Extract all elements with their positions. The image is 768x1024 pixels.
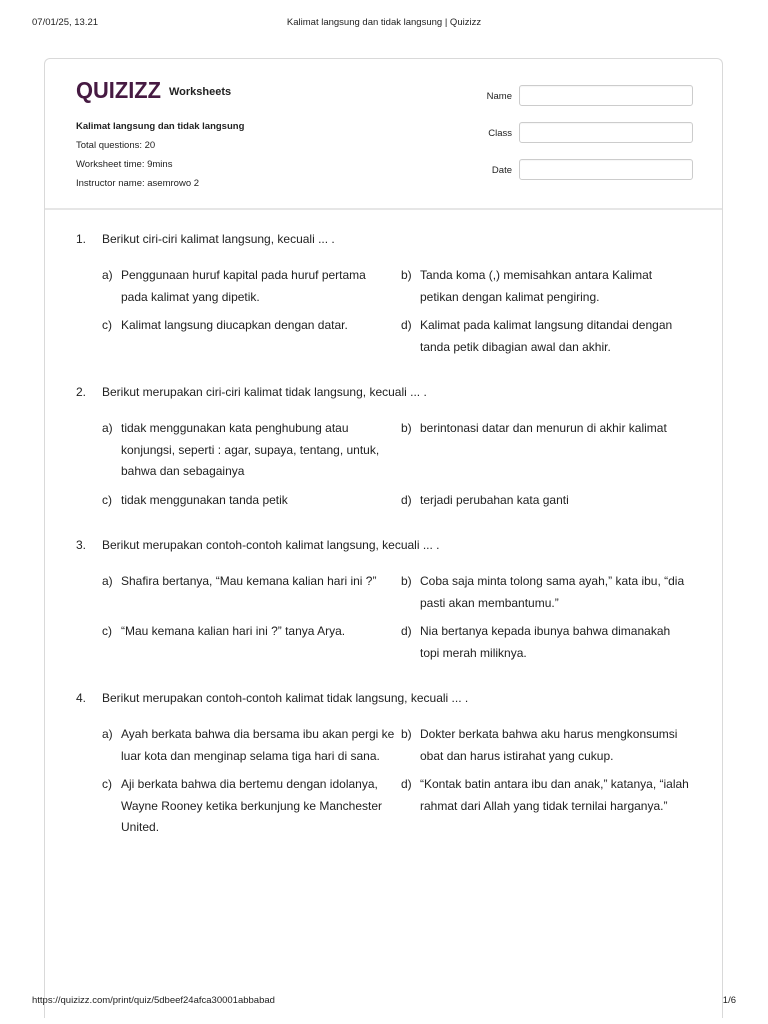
answer-option [102,724,401,767]
option-text: Coba saja minta tolong sama ayah,” kata ibu, “dia pasti akan membantumu.” [420,574,685,610]
worksheet-meta [76,117,244,193]
quizizz-logo [76,79,231,103]
class-field-row [482,122,694,159]
question-item [76,383,696,511]
answer-option [401,418,696,483]
question-text: Berikut ciri-ciri kalimat langsung, kecuali ... . [102,232,335,246]
question-list [76,230,696,864]
answer-option [401,490,696,512]
name-label: Name [486,91,512,102]
question-header [76,230,696,248]
option-letter: b) [401,421,412,435]
date-field-row [482,159,694,196]
total-questions: Total questions: 20 [76,140,156,151]
option-letter: d) [401,624,412,638]
question-number: 2. [76,385,87,399]
option-letter: d) [401,777,412,791]
option-text: tidak menggunakan kata penghubung atau konjungsi, seperti : agar, supaya, tentang, untuk, bahwa dan sebagainya [121,421,380,478]
option-text: berintonasi datar dan menurun di akhir kalimat [420,421,667,435]
option-text: “Kontak batin antara ibu dan anak,” katanya, “ialah rahmat dari Allah yang tidak ternilai harganya.” [420,777,689,813]
option-letter: b) [401,574,412,588]
date-field[interactable] [519,159,693,180]
answer-option [401,315,696,358]
question-text: Berikut merupakan contoh-contoh kalimat langsung, kecuali ... . [102,538,440,552]
quizizz-logo-icon [76,79,162,103]
question-number: 3. [76,538,87,552]
print-footer [32,995,736,1009]
option-letter: b) [401,727,412,741]
worksheets-label: Worksheets [169,86,232,98]
option-text: Ayah berkata bahwa dia bersama ibu akan pergi ke luar kota dan menginap selama tiga hari di sana. [121,727,395,763]
option-text: Penggunaan huruf kapital pada huruf pertama pada kalimat yang dipetik. [121,268,366,304]
option-letter: d) [401,318,412,332]
class-field[interactable] [519,122,693,143]
answer-option [401,724,696,767]
option-text: Shafira bertanya, “Mau kemana kalian hari ini ?” [121,574,377,588]
answer-option [401,621,696,664]
class-label: Class [488,128,512,139]
option-letter: c) [102,777,112,791]
option-letter: c) [102,492,112,507]
option-letter: d) [401,492,412,507]
question-item [76,230,696,358]
answer-options [102,724,696,839]
answer-option [401,571,696,614]
option-letter: a) [102,268,113,282]
print-url: https://quizizz.com/print/quiz/5dbeef24afca30001abbabad [32,995,275,1006]
question-text: Berikut merupakan ciri-ciri kalimat tidak langsung, kecuali ... . [102,385,427,399]
question-item [76,689,696,839]
question-item [76,536,696,664]
answer-option [102,418,401,483]
answer-option [102,265,401,308]
worksheet-header [45,59,722,210]
option-letter: c) [102,624,112,638]
answer-options [102,265,696,358]
option-text: Aji berkata bahwa dia bertemu dengan idolanya, Wayne Rooney ketika berkunjung ke Manchester United. [121,777,383,834]
answer-options [102,571,696,664]
answer-option [102,621,401,664]
print-header [32,17,736,31]
student-fields [482,85,694,196]
question-number: 1. [76,232,87,246]
option-text: Nia bertanya kepada ibunya bahwa dimanakah topi merah miliknya. [420,624,671,660]
worksheet-time: Worksheet time: 9mins [76,159,173,170]
option-text: terjadi perubahan kata ganti [420,492,569,507]
date-label: Date [491,165,512,176]
question-header [76,536,696,554]
question-number: 4. [76,691,87,705]
option-text: Tanda koma (,) memisahkan antara Kalimat petikan dengan kalimat pengiring. [420,268,653,304]
instructor-name: Instructor name: asemrowo 2 [76,178,200,189]
answer-option [102,571,401,614]
worksheet-sheet [44,58,723,1018]
question-text: Berikut merupakan contoh-contoh kalimat tidak langsung, kecuali ... . [102,691,469,705]
name-field[interactable] [519,85,693,106]
print-page-title: Kalimat langsung dan tidak langsung | Quizizz [286,17,482,28]
option-text: “Mau kemana kalian hari ini ?” tanya Arya. [121,624,346,638]
print-datetime: 07/01/25, 13.21 [32,17,99,28]
option-letter: b) [401,268,412,282]
answer-option [102,315,401,358]
option-letter: c) [102,318,112,332]
answer-option [102,490,401,512]
option-letter: a) [102,727,113,741]
answer-option [102,774,401,839]
answer-options [102,418,696,511]
option-letter: a) [102,574,113,588]
svg-text:QUIZIZZ: QUIZIZZ [76,79,161,103]
worksheet-title: Kalimat langsung dan tidak langsung [76,121,245,132]
answer-option [401,774,696,839]
page-number: 1/6 [722,995,736,1006]
option-text: Kalimat langsung diucapkan dengan datar. [121,318,348,332]
answer-option [401,265,696,308]
option-letter: a) [102,421,113,435]
option-text: Dokter berkata bahwa aku harus mengkonsumsi obat dan harus istirahat yang cukup. [420,727,678,763]
option-text: tidak menggunakan tanda petik [121,492,288,507]
question-header [76,689,696,707]
question-header [76,383,696,401]
name-field-row [482,85,694,122]
option-text: Kalimat pada kalimat langsung ditandai dengan tanda petik dibagian awal dan akhir. [420,318,673,354]
